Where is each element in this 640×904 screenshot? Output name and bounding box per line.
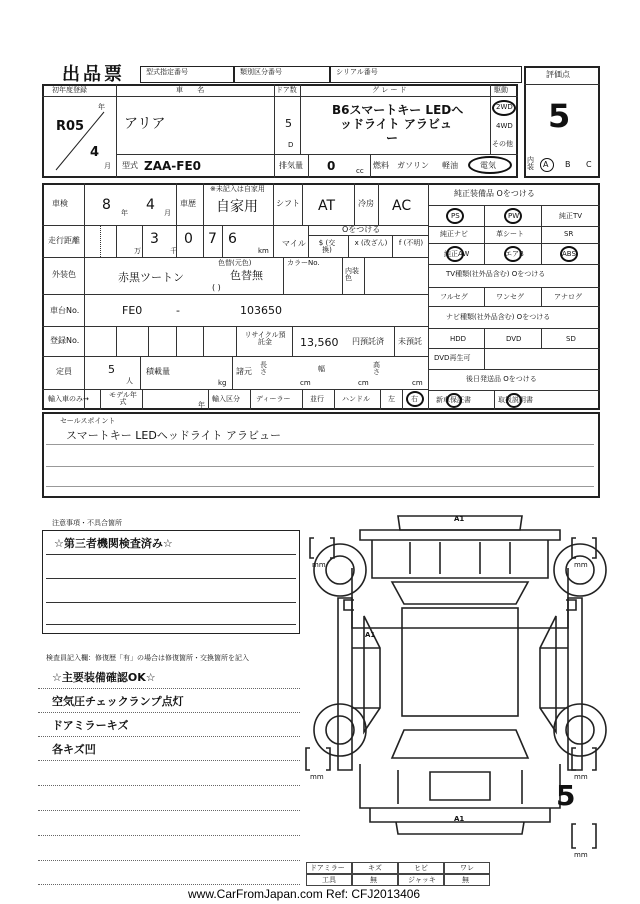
legend-value-1: 工具	[322, 876, 336, 884]
divider	[38, 760, 300, 761]
divider	[42, 326, 428, 327]
divider	[394, 326, 395, 356]
divider	[38, 835, 300, 836]
person-unit: 人	[126, 377, 133, 385]
bottom-score: 5	[556, 779, 576, 812]
fuel-diesel: 軽油	[442, 161, 458, 170]
divider	[428, 243, 600, 244]
divider	[428, 183, 429, 410]
model-designation-label: 型式指定番号	[146, 68, 188, 76]
drive-other: その他	[492, 140, 513, 148]
divider	[42, 257, 428, 258]
damage-mark-side: A1	[365, 631, 376, 639]
mileage-digit-4: 6	[228, 231, 237, 247]
divider	[308, 235, 428, 236]
divider	[308, 225, 309, 257]
reg-no-label: 登録No.	[50, 336, 80, 345]
chassis-label: 車台No.	[50, 306, 80, 315]
cc-unit: cc	[356, 167, 364, 175]
model-year-unit: 年	[198, 401, 205, 409]
watermark: www.CarFromJapan.com Ref: CFJ2013406	[188, 887, 421, 901]
legend-header-4: ワレ	[460, 864, 474, 872]
load-label: 積載量	[146, 367, 170, 376]
load-kg: kg	[218, 379, 227, 387]
grade-line-2: ッドライト アラビュ	[340, 117, 452, 131]
interior-a: A	[543, 160, 549, 169]
divider	[428, 306, 600, 307]
model-year-label: モデル年式	[109, 391, 137, 406]
divider	[490, 84, 491, 154]
divider	[46, 444, 594, 445]
divider	[484, 348, 485, 369]
interior-color-label: 内装色	[345, 267, 359, 282]
notes-line-1: ☆第三者機関検査済み☆	[54, 537, 173, 550]
divider	[354, 183, 355, 225]
divider	[378, 183, 379, 225]
grade-line-1: B6スマートキー LEDへ	[332, 103, 464, 117]
divider	[38, 810, 300, 811]
divider	[38, 688, 300, 689]
inspector-line-1: ☆主要装備確認OK☆	[52, 671, 156, 684]
tv-analog: アナログ	[554, 293, 582, 301]
interior-c: C	[586, 160, 592, 169]
fuel-gasoline: ガソリン	[397, 161, 429, 170]
divider	[116, 84, 117, 178]
drive-2wd: 2WD	[496, 103, 513, 111]
equip-tv: 純正TV	[559, 212, 583, 220]
mm-label-2: mm	[574, 561, 588, 569]
divider	[46, 466, 594, 467]
color-label: 外装色	[52, 270, 76, 279]
divider	[308, 154, 309, 178]
damage-mark-front: A1	[454, 515, 465, 523]
color-change-value: 色替無	[230, 269, 263, 282]
mileage-sen: 千	[170, 247, 177, 255]
ac-value: AC	[392, 198, 412, 214]
evaluation-score: 5	[548, 97, 571, 135]
inspection-month-unit: 月	[164, 209, 171, 217]
divider	[274, 154, 275, 178]
chassis-prefix: FE0	[122, 304, 143, 317]
import-parallel: 並行	[310, 395, 324, 403]
grade-line-3: ー	[386, 131, 399, 145]
ac-label: 冷房	[358, 199, 374, 208]
divider	[116, 326, 117, 356]
mile-label: マイル	[282, 239, 306, 248]
divider	[524, 84, 600, 85]
color-change-paren: ( )	[212, 283, 221, 292]
mm-label-5: mm	[574, 851, 588, 859]
divider	[38, 785, 300, 786]
later-warranty: 新車保証書	[436, 396, 471, 404]
divider	[203, 225, 204, 257]
mm-label-4: mm	[574, 773, 588, 781]
handle-right: 右	[411, 395, 418, 403]
divider	[300, 84, 301, 154]
shift-value: AT	[318, 198, 336, 214]
equip-abs: ABS	[562, 250, 576, 258]
inspection-month: 4	[146, 197, 155, 213]
month-unit: 月	[104, 162, 111, 170]
height-cm: cm	[412, 379, 423, 387]
divider	[46, 624, 296, 625]
mileage-digit-3: 7	[208, 231, 217, 247]
tv-title: TV種類(社外品含む) Oをつける	[446, 270, 546, 278]
notes-label: 注意事項・不具合箇所	[52, 519, 122, 527]
import-dealer: ディーラー	[256, 395, 291, 403]
divider	[176, 225, 177, 257]
divider	[100, 389, 101, 410]
import-label: 輸入車のみ→	[48, 395, 89, 403]
recycle-label: リサイクル預託金	[244, 331, 286, 346]
mileage-man: 万	[134, 247, 141, 255]
divider	[116, 154, 518, 155]
divider	[428, 205, 600, 206]
reg-month: 4	[90, 145, 100, 160]
legend-header-2: キズ	[368, 864, 382, 872]
fuel-electric: 電気	[480, 161, 496, 170]
doors-label: ドア数	[276, 86, 297, 94]
mileage-label: 走行距離	[48, 236, 80, 245]
grade-label: グ レ ー ド	[372, 86, 407, 94]
inspector-label: 検査員記入欄：修復歴「有」の場合は修復箇所・交換箇所を記入	[46, 654, 249, 662]
car-name-label: 車 名	[176, 86, 211, 94]
shift-label: シフト	[276, 199, 300, 208]
divider	[342, 257, 343, 294]
divider	[222, 225, 223, 257]
selling-points-text: スマートキー LEDヘッドライト アラビュー	[66, 429, 281, 442]
equip-aw: 純正AW	[444, 250, 470, 258]
color-change-label: 色替(元色)	[218, 259, 252, 267]
divider	[100, 225, 101, 257]
divider	[428, 287, 600, 288]
divider	[334, 389, 335, 410]
divider	[84, 183, 85, 410]
divider	[484, 205, 485, 264]
legend-header-3: ヒビ	[414, 864, 428, 872]
divider	[541, 328, 542, 348]
mileage-digit-1: 3	[150, 231, 159, 247]
fuel-label: 燃料	[373, 161, 389, 170]
divider	[428, 390, 600, 391]
divider	[380, 389, 381, 410]
width-label: 幅	[318, 365, 325, 373]
divider	[292, 326, 293, 356]
divider	[392, 235, 393, 257]
equip-ps: PS	[451, 212, 460, 220]
navi-title: ナビ種類(社外品含む) Oをつける	[446, 313, 551, 321]
divider	[273, 183, 274, 225]
divider	[370, 154, 371, 178]
category-label: 類別区分番号	[240, 68, 282, 76]
divider	[484, 287, 485, 306]
evaluation-label: 評価点	[546, 70, 570, 79]
divider	[176, 326, 177, 356]
history-value: 自家用	[216, 199, 258, 215]
later-manual: 取扱説明書	[498, 396, 533, 404]
history-note: ※未記入は自家用	[210, 185, 265, 193]
divider	[484, 328, 485, 348]
navi-hdd: HDD	[450, 335, 467, 343]
divider	[46, 486, 594, 487]
interior-label: 内装	[527, 156, 534, 171]
oem-title: 純正装備品 Oをつける	[454, 189, 535, 198]
import-class-label: 輸入区分	[212, 395, 240, 403]
divider	[142, 389, 143, 410]
divider	[38, 860, 300, 861]
divider	[140, 356, 141, 389]
divider	[348, 235, 349, 257]
divider	[176, 183, 177, 225]
door-unit: D	[288, 141, 294, 149]
damage-mark-rear: A1	[454, 815, 465, 823]
divider	[494, 390, 495, 410]
model-value: ZAA-FE0	[144, 159, 201, 173]
divider	[148, 326, 149, 356]
mm-label-3: mm	[310, 773, 324, 781]
navi-sd: SD	[566, 335, 576, 343]
recycle-paid: 円預託済	[352, 337, 384, 346]
displacement-value: 0	[327, 159, 336, 173]
recycle-unpaid: 未預託	[398, 337, 422, 346]
divider	[203, 326, 204, 356]
inspector-line-2: 空気圧チェックランプ点灯	[52, 695, 184, 708]
legend-value-4: 無	[462, 876, 469, 884]
meter-exchange: $ (交換)	[318, 239, 336, 254]
meter-unknown: f (不明)	[398, 239, 424, 247]
first-reg-label: 初年度登録	[52, 86, 87, 94]
width-cm: cm	[358, 379, 369, 387]
displacement-label: 排気量	[279, 161, 303, 170]
divider	[428, 348, 600, 349]
divider	[46, 602, 296, 603]
divider	[402, 389, 403, 410]
drive-4wd: 4WD	[496, 122, 513, 130]
doors-value: 5	[285, 117, 292, 130]
legend-header-1: ドアミラー	[310, 864, 345, 872]
mileage-km: km	[258, 247, 269, 255]
reg-era: R05	[56, 119, 85, 134]
divider	[203, 183, 204, 225]
equip-leather: 革シート	[496, 230, 524, 238]
form-title: 出品票	[62, 64, 125, 85]
divider	[236, 326, 237, 356]
chassis-dash: -	[176, 304, 180, 317]
inspector-line-4: 各キズ凹	[52, 743, 96, 756]
chassis-number: 103650	[240, 304, 282, 317]
car-name: アリア	[124, 116, 166, 132]
drive-label: 駆動	[494, 86, 508, 94]
equip-airbag: エアB	[505, 250, 524, 258]
divider	[38, 736, 300, 737]
selling-points-label: セールスポイント	[60, 417, 116, 425]
divider	[232, 356, 233, 389]
tv-oneseg: ワンセグ	[496, 293, 524, 301]
model-label: 型式	[122, 161, 138, 170]
height-label: 高さ	[373, 361, 380, 376]
tv-fullseg: フルセグ	[440, 293, 468, 301]
divider	[250, 389, 251, 410]
color-no-label: カラーNo.	[287, 259, 320, 267]
equip-sr: SR	[564, 230, 574, 238]
navi-dvd: DVD	[506, 335, 522, 343]
color-value: 赤黒ツートン	[118, 271, 184, 284]
divider	[302, 183, 303, 225]
divider	[541, 205, 542, 264]
capacity-value: 5	[108, 363, 115, 376]
length-cm: cm	[300, 379, 311, 387]
meter-modified: x (改ざん)	[354, 239, 388, 247]
divider	[38, 712, 300, 713]
legend-value-2: 無	[370, 876, 377, 884]
inspection-label: 車検	[52, 199, 68, 208]
divider	[142, 225, 143, 257]
equip-pw: PW	[508, 212, 520, 220]
divider	[283, 257, 284, 294]
divider	[428, 328, 600, 329]
recycle-value: 13,560	[300, 336, 339, 349]
divider	[116, 225, 117, 257]
divider	[208, 389, 209, 410]
inspection-year: 8	[102, 197, 111, 213]
handle-left: 左	[388, 395, 395, 403]
later-title: 後日発送品 Oをつける	[466, 375, 537, 383]
divider	[42, 96, 518, 97]
length-label: 長さ	[260, 361, 267, 376]
divider	[38, 884, 300, 885]
divider	[46, 578, 296, 579]
serial-label: シリアル番号	[336, 68, 378, 76]
handle-label: ハンドル	[342, 395, 370, 403]
capacity-label: 定員	[56, 367, 72, 376]
divider	[541, 287, 542, 306]
meter-circle-note: Oをつける	[342, 225, 381, 234]
inspection-year-unit: 年	[121, 209, 128, 217]
legend-value-3: ジャッキ	[408, 876, 436, 884]
year-unit: 年	[98, 103, 105, 111]
divider	[273, 225, 274, 257]
mm-label-1: mm	[312, 561, 326, 569]
equip-navi: 純正ナビ	[440, 230, 468, 238]
inspector-line-3: ドアミラーキズ	[52, 719, 129, 732]
mileage-digit-2: 0	[184, 231, 193, 247]
divider	[42, 356, 428, 357]
history-label: 車歴	[180, 199, 196, 208]
divider	[364, 257, 365, 294]
divider	[428, 226, 600, 227]
divider	[42, 294, 428, 295]
dvd-playback: DVD再生可	[434, 354, 471, 362]
divider	[428, 369, 600, 370]
interior-b: B	[565, 160, 571, 169]
dims-label: 諸元	[236, 367, 252, 376]
divider	[428, 264, 600, 265]
divider	[46, 554, 296, 555]
divider	[274, 84, 275, 154]
divider	[302, 389, 303, 410]
